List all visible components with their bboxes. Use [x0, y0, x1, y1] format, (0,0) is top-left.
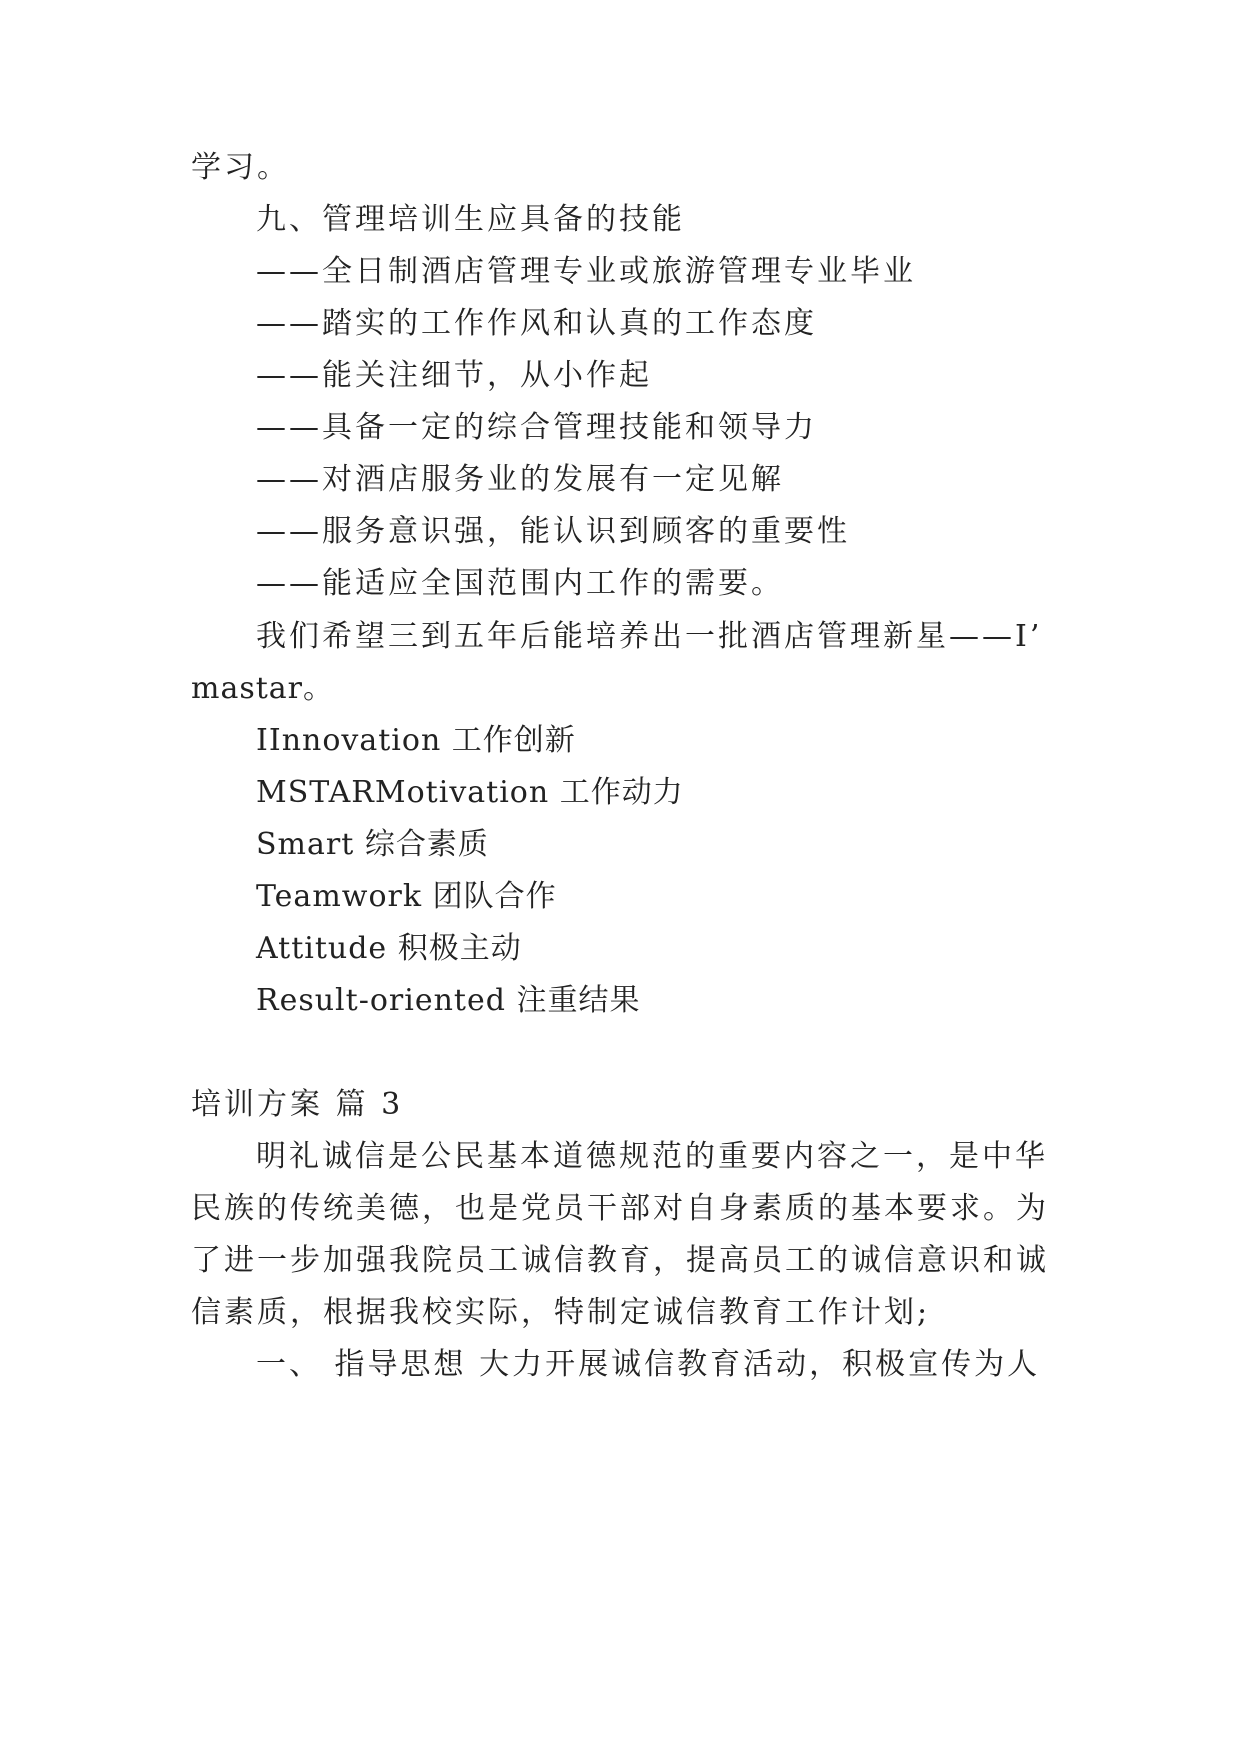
list-item: ——服务意识强，能认识到顾客的重要性 [256, 514, 850, 549]
list-item: ——能适应全国范围内工作的需要。 [256, 566, 784, 601]
list-item: ——对酒店服务业的发展有一定见解 [256, 462, 784, 497]
section-heading: 九、管理培训生应具备的技能 [256, 202, 685, 237]
paragraph-line: 学习。 [191, 150, 290, 185]
acronym-item: Result-oriented 注重结果 [256, 983, 641, 1018]
paragraph-line: mastar。 [191, 671, 335, 706]
acronym-item: MSTARMotivation 工作动力 [256, 775, 684, 810]
list-item: ——全日制酒店管理专业或旅游管理专业毕业 [256, 254, 916, 289]
acronym-item: Attitude 积极主动 [256, 931, 522, 966]
acronym-item: IInnovation 工作创新 [256, 723, 576, 758]
paragraph-line: 信素质，根据我校实际，特制定诚信教育工作计划; [191, 1295, 931, 1330]
acronym-item: Teamwork 团队合作 [256, 879, 557, 914]
paragraph-line: 一、 指导思想 大力开展诚信教育活动，积极宣传为人 [256, 1347, 1041, 1382]
paragraph-line: 了进一步加强我院员工诚信教育，提高员工的诚信意识和诚 [191, 1243, 1049, 1278]
list-item: ——能关注细节，从小作起 [256, 358, 652, 393]
paragraph-line: 我们希望三到五年后能培养出一批酒店管理新星——I’ [256, 619, 1043, 654]
list-item: ——具备一定的综合管理技能和领导力 [256, 410, 817, 445]
section-title: 培训方案 篇 3 [191, 1087, 404, 1122]
acronym-item: Smart 综合素质 [256, 827, 489, 862]
paragraph-line: 民族的传统美德，也是党员干部对自身素质的基本要求。为 [191, 1191, 1049, 1226]
list-item: ——踏实的工作作风和认真的工作态度 [256, 306, 817, 341]
paragraph-line: 明礼诚信是公民基本道德规范的重要内容之一，是中华 [256, 1139, 1048, 1174]
